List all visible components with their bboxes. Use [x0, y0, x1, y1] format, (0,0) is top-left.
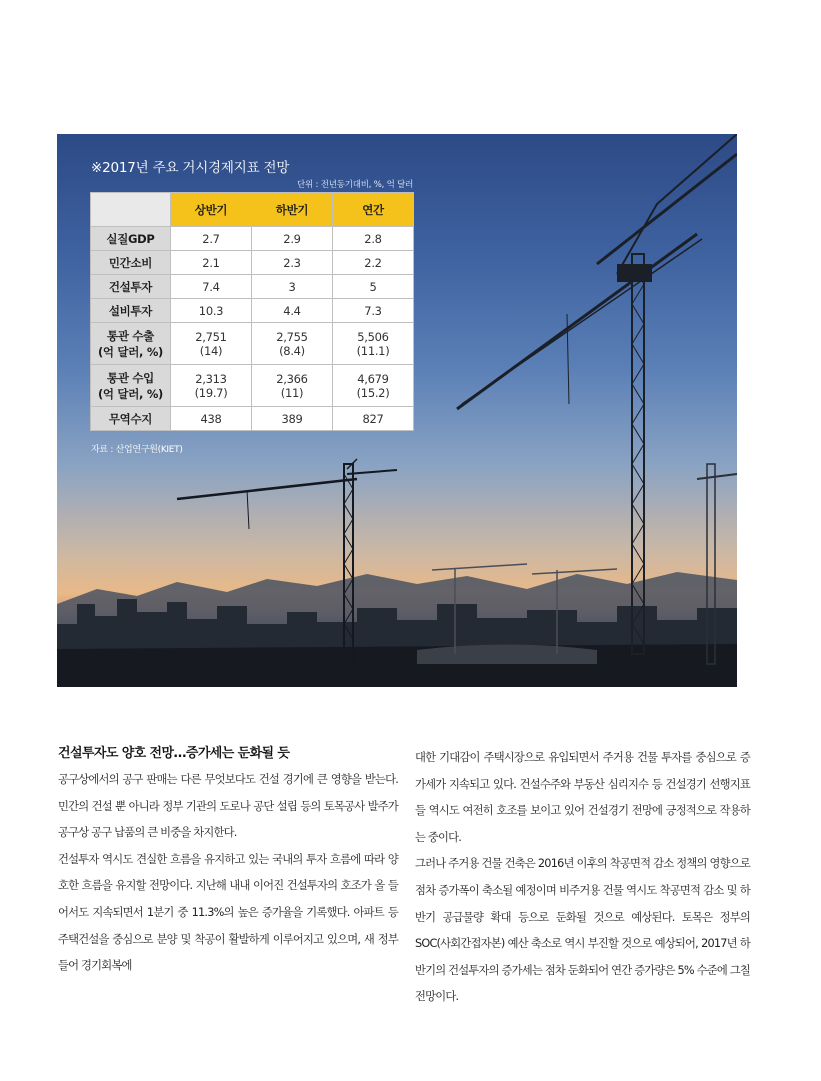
macro-indicators-table: [90, 192, 414, 431]
table-cell: 827: [333, 407, 414, 431]
table-cell: 2.9: [252, 227, 333, 251]
column-header-annual: 연간: [333, 193, 414, 227]
right-paragraph-1: 대한 기대감이 주택시장으로 유입되면서 주거용 건물 투자를 중심으로 증가세가 지속되고 있다. 건설수주와 부동산 심리지수 등 건설경기 선행지표들 역시도 여전히 호조를 보이고 있어 건설경기 전망에 긍정적으로 작용하는 중이다.: [415, 751, 750, 844]
table-cell: 2,313 (19.7): [171, 365, 252, 407]
table-cell: 438: [171, 407, 252, 431]
table-cell: 4.4: [252, 299, 333, 323]
table-cell: 2,366 (11): [252, 365, 333, 407]
table-body: [91, 227, 414, 431]
table-cell: 2.3: [252, 251, 333, 275]
table-cell: 2,755 (8.4): [252, 323, 333, 365]
unit-note: 단위 : 전년동기대비, %, 억 달러: [297, 180, 414, 190]
table-cell: 5: [333, 275, 414, 299]
figure-title: ※2017년 주요 거시경제지표 전망: [91, 160, 290, 176]
table-cell: 5,506 (11.1): [333, 323, 414, 365]
table-cell: 2.8: [333, 227, 414, 251]
table-cell: 7.3: [333, 299, 414, 323]
row-header: 민간소비: [91, 251, 171, 275]
table-cell: 389: [252, 407, 333, 431]
row-header: 건설투자: [91, 275, 171, 299]
table-cell: 7.4: [171, 275, 252, 299]
table-row: [91, 365, 414, 407]
table-cell: 3: [252, 275, 333, 299]
source-note: 자료 : 산업연구원(KIET): [91, 445, 183, 455]
right-paragraph-2: 그러나 주거용 건물 건축은 2016년 이후의 착공면적 감소 정책의 영향으로 점차 증가폭이 축소될 예정이며 비주거용 건물 역시도 착공면적 감소 및 하반기 공급물량 확대 등으로 둔화될 것으로 예상된다. 토목은 정부의 SOC(사회간접자본) 예산 축소로 역시 부진할 것으로 예상되어, 2017년 하반기의 건설투자의 증가세는 점차 둔화되어 연간 증가량은 5% 수준에 그칠 전망이다.: [415, 857, 750, 1004]
left-paragraph-2: 건설투자 역시도 견실한 흐름을 유지하고 있는 국내의 투자 흐름에 따라 양호한 흐름을 유지할 전망이다. 지난해 내내 이어진 건설투자의 호조가 올 들어서도 지속되면서 1분기 중 11.3%의 높은 증가율을 기록했다. 아파트 등 주택건설을 중심으로 분양 및 착공이 활발하게 이루어지고 있으며, 새 정부 들어 경기회복에: [58, 852, 398, 973]
row-header: 통관 수입 (억 달러, %): [91, 365, 171, 407]
table-row: [91, 299, 414, 323]
article-heading: 건설투자도 양호 전망…증가세는 둔화될 듯: [58, 746, 290, 761]
table-cell: 4,679 (15.2): [333, 365, 414, 407]
table-header-row: [91, 193, 414, 227]
table-cell: 2.1: [171, 251, 252, 275]
row-header: 통관 수출 (억 달러, %): [91, 323, 171, 365]
table-corner-cell: [91, 193, 171, 227]
article-right-column: [415, 745, 750, 1011]
construction-cranes-photo: [57, 134, 737, 687]
column-header-second-half: 하반기: [252, 193, 333, 227]
table-cell: 10.3: [171, 299, 252, 323]
article-left-column: [58, 745, 398, 980]
table-row: [91, 407, 414, 431]
table-row: [91, 251, 414, 275]
table-row: [91, 275, 414, 299]
row-header: 실질GDP: [91, 227, 171, 251]
row-header: 설비투자: [91, 299, 171, 323]
table-row: [91, 227, 414, 251]
column-header-first-half: 상반기: [171, 193, 252, 227]
row-header: 무역수지: [91, 407, 171, 431]
table-cell: 2.2: [333, 251, 414, 275]
table-row: [91, 323, 414, 365]
table-cell: 2,751 (14): [171, 323, 252, 365]
left-paragraph-1: 공구상에서의 공구 판매는 다른 무엇보다도 건설 경기에 큰 영향을 받는다. 민간의 건설 뿐 아니라 정부 기관의 도로나 공단 설립 등의 토목공사 발주가 공구상 공구 납품의 큰 비중을 차지한다.: [58, 773, 398, 840]
table-cell: 2.7: [171, 227, 252, 251]
